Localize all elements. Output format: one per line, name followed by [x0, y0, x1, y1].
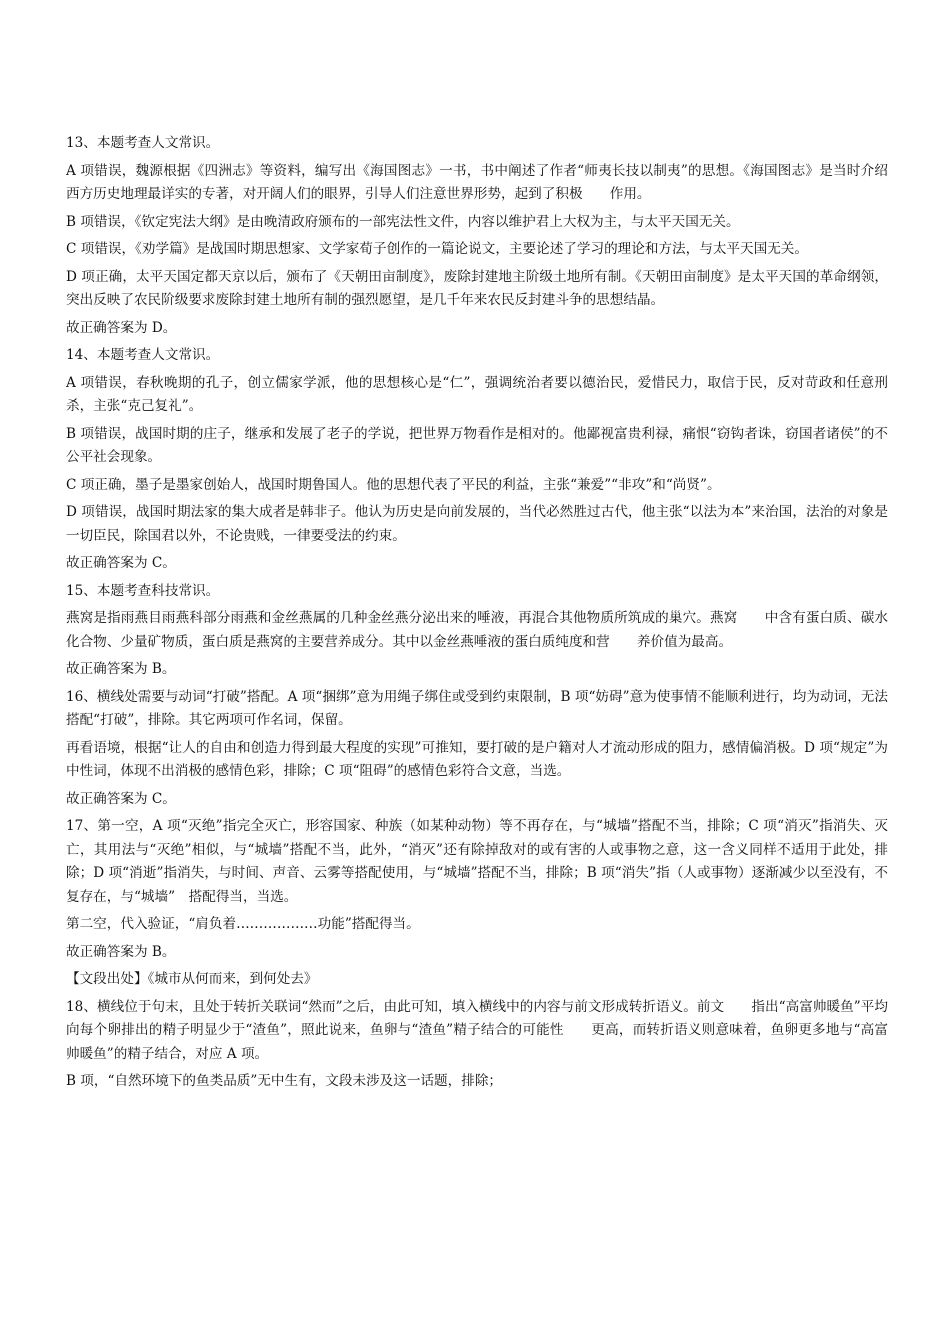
q14-option-a: A 项错误，春秋晚期的孔子，创立儒家学派，他的思想核心是“仁”，强调统治者要以德治民，爱惜民力，取信于民，反对苛政和任意刑杀，主张“克己复礼”。: [66, 374, 888, 414]
q14-option-b: B 项错误，战国时期的庄子，继承和发展了老子的学说，把世界万物看作是相对的。他鄙视富贵利禄，痛恨“窃钩者诛，窃国者诸侯”的不公平社会现象。: [66, 425, 888, 465]
q13-option-c: C 项错误，《劝学篇》是战国时期思想家、文学家荀子创作的一篇论说文，主要论述了学习的理论和方法，与太平天国无关。: [66, 241, 808, 257]
q13-option-d: D 项正确，太平天国定都天京以后，颁布了《天朝田亩制度》，废除封建地主阶级土地所有制。《天朝田亩制度》是太平天国的革命纲领，突出反映了农民阶级要求废除封建土地所有制的强烈愿望，是几千年来农民反封建斗争的思想结晶。: [66, 268, 888, 308]
q18-explanation: 18、横线位于句末，且处于转折关联词“然而”之后，由此可知，填入横线中的内容与前文形成转折语义。前文 指出“高富帅暖鱼”平均向每个卵排出的精子明显少于“渣鱼”，照此说来，鱼卵与“渣鱼”精子结合的可能性 更高，而转折语义则意味着，鱼卵更多地与“高富帅暖鱼”的精子结合，对应 A 项。: [66, 998, 888, 1062]
source-note: 【文段出处】《城市从何而来，到何处去》: [66, 971, 318, 987]
q16-answer: 故正确答案为 C。: [66, 790, 176, 807]
q17-answer: 故正确答案为 B。: [66, 943, 176, 960]
q13-heading: 13、本题考查人文常识。: [66, 135, 220, 151]
q15-heading: 15、本题考查科技常识。: [66, 582, 220, 599]
q17-explanation-1: 17、第一空，A 项“灭绝”指完全灭亡，形容国家、种族（如某种动物）等不再存在，与“城墙”搭配不当，排除；C 项“消灭”指消失、灭亡，其用法与“灭绝”相似，与“城墙”搭配不当，此外，“消灭”还有除掉敌对的或有害的人或事物之意，这一含义同样不适用于此处，排除；D 项“消逝”指消失，与时间、声音、云雾等搭配使用，与“城墙”搭配不当，排除；B 项“消失”指（人或事物）逐渐减少以至没有，不复存在，与“城墙” 搭配得当，当选。: [66, 818, 888, 905]
q15-explanation: 燕窝是指雨燕目雨燕科部分雨燕和金丝燕属的几种金丝燕分泌出来的唾液，再混合其他物质所筑成的巢穴。燕窝 中含有蛋白质、碳水化合物、少量矿物质，蛋白质是燕窝的主要营养成分。其中以金丝燕唾液的蛋白质纯度和营 养价值为最高。: [66, 610, 888, 650]
q14-answer: 故正确答案为 C。: [66, 555, 176, 571]
q14-option-d: D 项错误，战国时期法家的集大成者是韩非子。他认为历史是向前发展的，当代必然胜过古代，他主张“以法为本”来治国，法治的对象是一切臣民，除国君以外，不论贵贱，一律要受法的约束。: [66, 504, 888, 544]
q13-option-a: A 项错误，魏源根据《四洲志》等资料，编写出《海国图志》一书，书中阐述了作者“师夷长技以制夷”的思想。《海国图志》是当时介绍西方历史地理最详实的专著，对开阔人们的眼界，引导人们注意世界形势，起到了积极 作用。: [66, 162, 888, 202]
q16-explanation-2: 再看语境，根据“让人的自由和创造力得到最大程度的实现”可推知，要打破的是户籍对人才流动形成的阻力，感情偏消极。D 项“规定”为中性词，体现不出消极的感情色彩，排除；C 项“阻碍”的感情色彩符合文意，当选。: [66, 739, 888, 779]
q18-option-b: B 项，“自然环境下的鱼类品质”无中生有，文段未涉及这一话题，排除；: [66, 1073, 503, 1089]
q17-explanation-2: 第二空，代入验证，“肩负着………………功能”搭配得当。: [66, 916, 420, 932]
q14-option-c: C 项正确，墨子是墨家创始人，战国时期鲁国人。他的思想代表了平民的利益，主张“兼爱”“非攻”和“尚贤”。: [66, 476, 721, 493]
q13-option-b: B 项错误，《钦定宪法大纲》是由晚清政府颁布的一部宪法性文件，内容以维护君上大权为主，与太平天国无关。: [66, 213, 740, 230]
document-page: [66, 132, 888, 1098]
q15-answer: 故正确答案为 B。: [66, 661, 176, 677]
q13-answer: 故正确答案为 D。: [66, 319, 177, 336]
q16-explanation-1: 16、横线处需要与动词“打破”搭配。A 项“捆绑”意为用绳子绑住或受到约束限制，B 项“妨碍”意为使事情不能顺利进行，均为动词，无法搭配“打破”，排除。其它两项可作名词，保留。: [66, 688, 888, 728]
q14-heading: 14、本题考查人文常识。: [66, 347, 220, 363]
